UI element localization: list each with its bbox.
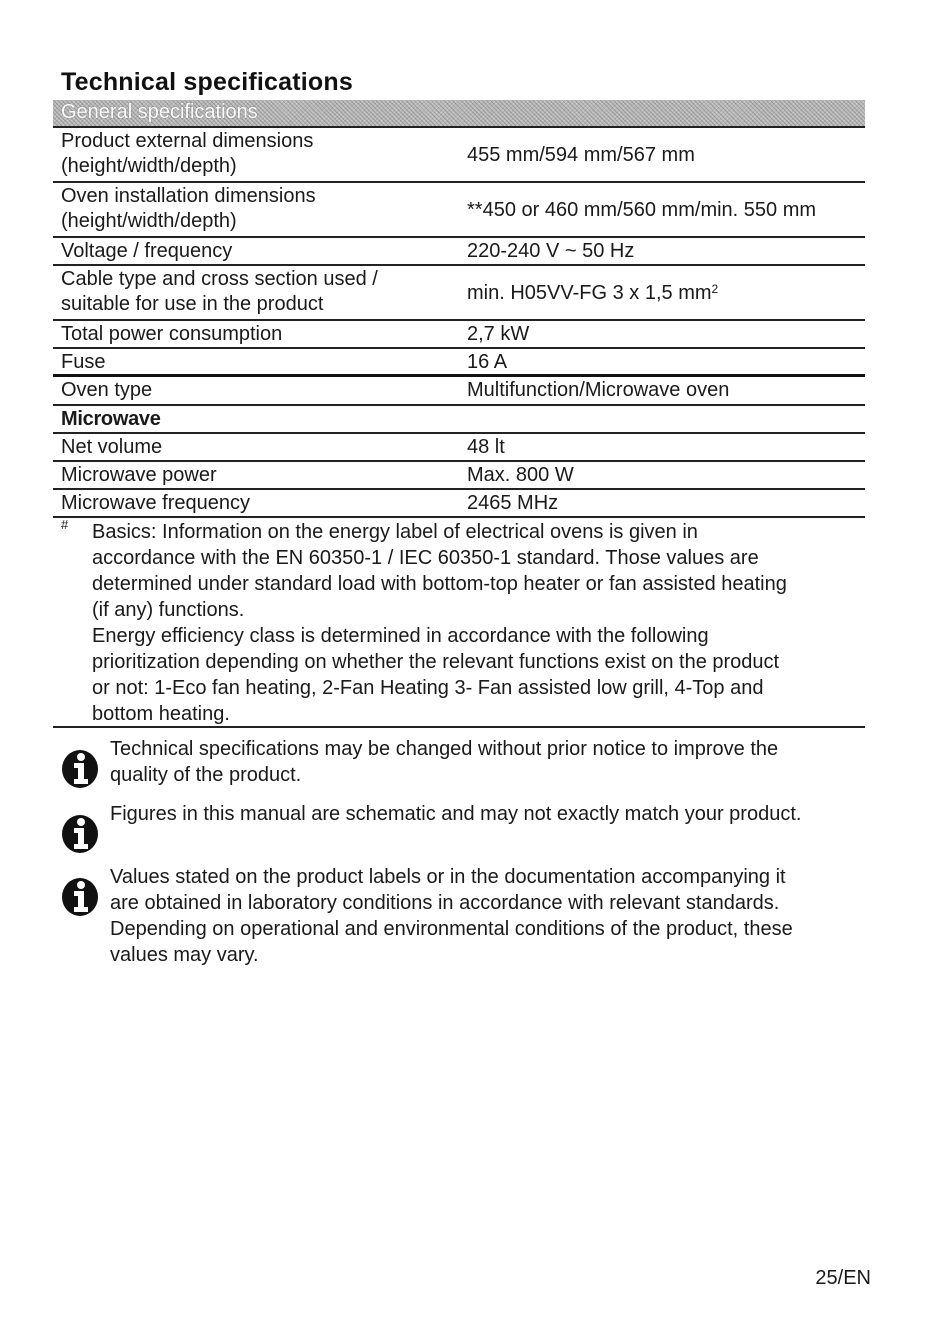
spec-value: 16 A	[467, 351, 508, 373]
spec-value: Max. 800 W	[467, 464, 574, 486]
spec-label: Microwave frequency	[61, 492, 250, 514]
spec-label: Voltage / frequency	[61, 240, 233, 262]
spec-subheading-label: Microwave	[61, 408, 161, 430]
spec-row	[53, 238, 865, 266]
spec-row	[53, 266, 865, 321]
spec-table	[53, 128, 865, 518]
note-text: Values stated on the product labels or in the documentation accompanying it are obtained in laboratory conditions in accordance with relevant standards. Depending on operational and environmental conditions of the product, these values may vary.	[110, 866, 793, 966]
section-header-label: General specifications	[61, 101, 258, 123]
section-header	[53, 100, 865, 128]
spec-row	[53, 128, 865, 183]
spec-value: min. H05VV-FG 3 x 1,5 $mm^2$	[467, 282, 719, 304]
spec-label: Product external dimensions (height/width/depth)	[61, 130, 314, 177]
spec-row	[53, 349, 865, 377]
superscript: 2	[711, 282, 719, 296]
spec-row	[53, 462, 865, 490]
spec-value: Multifunction/Microwave oven	[467, 379, 730, 401]
spec-label: Microwave power	[61, 464, 217, 486]
page-number: 25/EN	[815, 1267, 871, 1289]
spec-label: Fuse	[61, 351, 106, 373]
spec-row	[53, 490, 865, 518]
spec-label: Cable type and cross section used / suitable for use in the product	[61, 268, 378, 315]
spec-label: Oven installation dimensions (height/width/depth)	[61, 185, 316, 232]
info-icon	[58, 811, 102, 855]
spec-value: 220-240 V ~ 50 Hz	[467, 240, 635, 262]
spec-row	[53, 321, 865, 349]
page-title: Technical specifications	[61, 68, 353, 96]
footnote	[53, 517, 865, 728]
spec-value: 48 lt	[467, 436, 505, 458]
footnote-mark: #	[61, 517, 69, 532]
spec-value: 455 mm/594 mm/567 mm	[467, 144, 695, 166]
spec-value: **450 or 460 mm/560 mm/min. 550 mm	[467, 199, 817, 221]
spec-row	[53, 183, 865, 238]
spec-subheading	[53, 406, 865, 434]
spec-row	[53, 377, 865, 406]
footnote-text: Basics: Information on the energy label of electrical ovens is given in accordance with the EN 60350-1 / IEC 60350-1 standard. Those values are determined under standard load with bottom-top heater or fan assisted heating (if any) functions. Energy efficiency class is determined in accordance with the following prioritization depending on whether the relevant functions exist on the product or not: 1-Eco fan heating, 2-Fan Heating 3- Fan assisted low grill, 4-Top and bottom heating.	[92, 521, 787, 725]
spec-label: Total power consumption	[61, 323, 283, 345]
spec-value: 2,7 kW	[467, 323, 530, 345]
info-icon	[58, 746, 102, 790]
note-text: Technical specifications may be changed without prior notice to improve the quality of the product.	[110, 738, 779, 786]
info-icon	[58, 874, 102, 918]
spec-value: 2465 MHz	[467, 492, 559, 514]
spec-row	[53, 434, 865, 462]
spec-label: Oven type	[61, 379, 153, 401]
note-text: Figures in this manual are schematic and may not exactly match your product.	[110, 803, 802, 825]
spec-label: Net volume	[61, 436, 163, 458]
